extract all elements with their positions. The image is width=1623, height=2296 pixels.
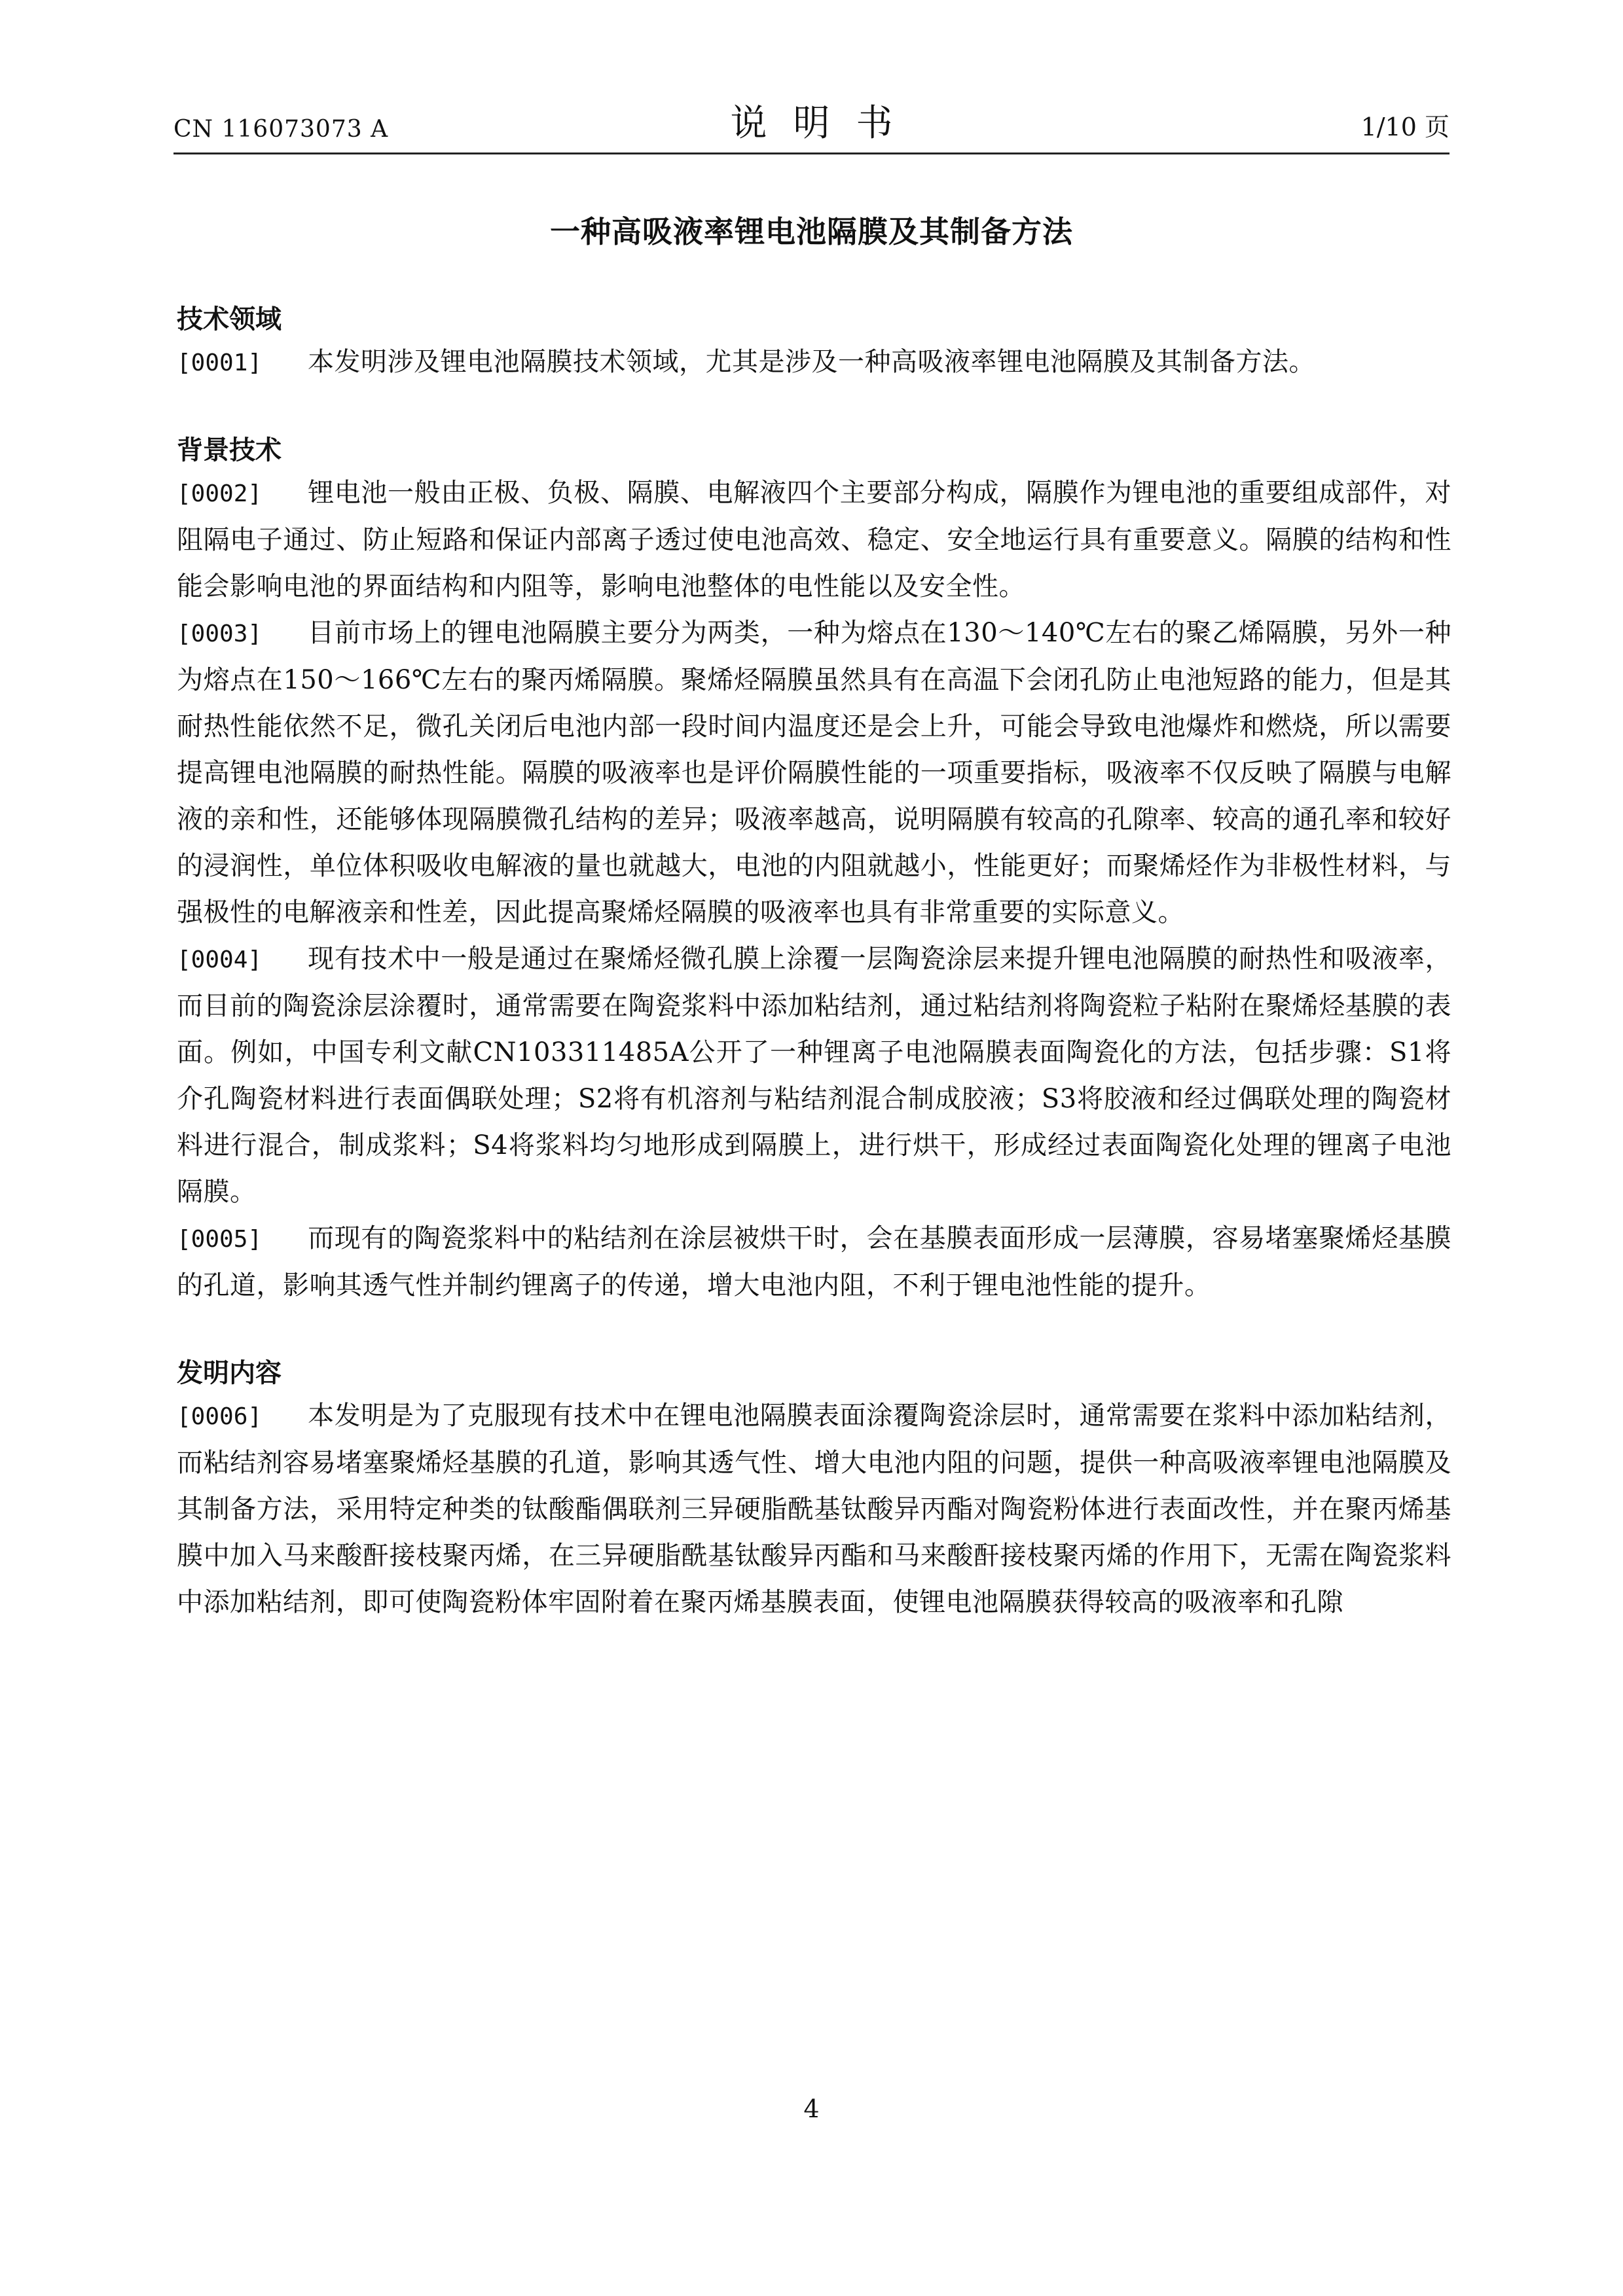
section-gap [177, 1309, 1451, 1354]
paragraph-0001 [177, 339, 1451, 386]
paragraph-number: [0006] [177, 1403, 263, 1430]
header-rule [173, 152, 1450, 154]
paragraph-number: [0003] [177, 620, 263, 647]
paragraph-0002 [177, 470, 1451, 610]
paragraph-text: 本发明是为了克服现有技术中在锂电池隔膜表面涂覆陶瓷涂层时，通常需要在浆料中添加粘结剂，而粘结剂容易堵塞聚烯烃基膜的孔道，影响其透气性、增大电池内阻的问题，提供一种高吸液率锂电池隔膜及其制备方法，采用特定种类的钛酸酯偶联剂三异硬脂酰基钛酸异丙酯对陶瓷粉体进行表面改性，并在聚丙烯基膜中加入马来酸酐接枝聚丙烯，在三异硬脂酰基钛酸异丙酯和马来酸酐接枝聚丙烯的作用下，无需在陶瓷浆料中添加粘结剂，即可使陶瓷粉体牢固附着在聚丙烯基膜表面，使锂电池隔膜获得较高的吸液率和孔隙 [177, 1401, 1451, 1617]
paragraph-text: 目前市场上的锂电池隔膜主要分为两类，一种为熔点在130～140℃左右的聚乙烯隔膜，另外一种为熔点在150～166℃左右的聚丙烯隔膜。聚烯烃隔膜虽然具有在高温下会闭孔防止电池短路的能力，但是其耐热性能依然不足，微孔关闭后电池内部一段时间内温度还是会上升，可能会导致电池爆炸和燃烧，所以需要提高锂电池隔膜的耐热性能。隔膜的吸液率也是评价隔膜性能的一项重要指标，吸液率不仅反映了隔膜与电解液的亲和性，还能够体现隔膜微孔结构的差异；吸液率越高，说明隔膜有较高的孔隙率、较高的通孔率和较好的浸润性，单位体积吸收电解液的量也就越大，电池的内阻就越小，性能更好；而聚烯烃作为非极性材料，与强极性的电解液亲和性差，因此提高聚烯烃隔膜的吸液率也具有非常重要的实际意义。 [177, 618, 1451, 927]
paragraph-number: [0001] [177, 350, 263, 376]
paragraph-number: [0004] [177, 946, 263, 973]
paragraph-0004 [177, 936, 1451, 1215]
paragraph-0003 [177, 610, 1451, 936]
page-counter: 1/10 页 [1360, 113, 1450, 141]
paragraph-number: [0002] [177, 480, 263, 507]
paragraph-text: 而现有的陶瓷浆料中的粘结剂在涂层被烘干时，会在基膜表面形成一层薄膜，容易堵塞聚烯烃基膜的孔道，影响其透气性并制约锂离子的传递，增大电池内阻，不利于锂电池性能的提升。 [177, 1223, 1451, 1300]
paragraph-text: 锂电池一般由正极、负极、隔膜、电解液四个主要部分构成，隔膜作为锂电池的重要组成部件，对阻隔电子通过、防止短路和保证内部离子透过使电池高效、稳定、安全地运行具有重要意义。隔膜的结构和性能会影响电池的界面结构和内阻等，影响电池整体的电性能以及安全性。 [177, 478, 1451, 601]
paragraph-number: [0005] [177, 1226, 263, 1253]
section-heading-summary: 发明内容 [177, 1358, 282, 1388]
section-gap [177, 386, 1451, 431]
document-title: 一种高吸液率锂电池隔膜及其制备方法 [550, 214, 1073, 249]
page-header [173, 98, 1450, 151]
document-type: 说明书 [730, 102, 919, 145]
page-number: 4 [803, 2094, 820, 2123]
paragraph-0005 [177, 1215, 1451, 1309]
section-heading-technical-field: 技术领域 [177, 304, 282, 334]
publication-number: CN 116073073 A [173, 116, 389, 143]
document-body [177, 300, 1451, 1626]
section-heading-background: 背景技术 [177, 435, 282, 465]
paragraph-text: 本发明涉及锂电池隔膜技术领域，尤其是涉及一种高吸液率锂电池隔膜及其制备方法。 [308, 347, 1315, 377]
paragraph-text: 现有技术中一般是通过在聚烯烃微孔膜上涂覆一层陶瓷涂层来提升锂电池隔膜的耐热性和吸液率，而目前的陶瓷涂层涂覆时，通常需要在陶瓷浆料中添加粘结剂，通过粘结剂将陶瓷粒子粘附在聚烯烃基膜的表面。例如，中国专利文献CN103311485A公开了一种锂离子电池隔膜表面陶瓷化的方法，包括步骤：S1将介孔陶瓷材料进行表面偶联处理；S2将有机溶剂与粘结剂混合制成胶液；S3将胶液和经过偶联处理的陶瓷材料进行混合，制成浆料；S4将浆料均匀地形成到隔膜上，进行烘干，形成经过表面陶瓷化处理的锂离子电池隔膜。 [177, 944, 1451, 1207]
paragraph-0006 [177, 1393, 1451, 1626]
